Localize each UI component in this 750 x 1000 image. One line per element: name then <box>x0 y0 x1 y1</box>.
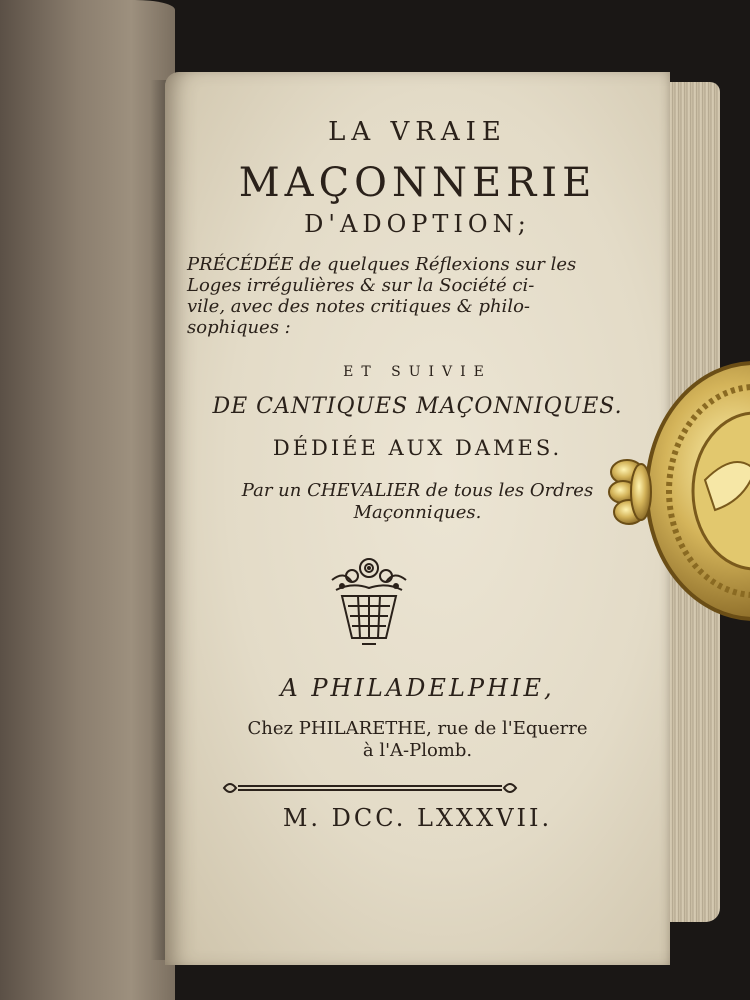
suivie-line: ET SUIVIE <box>343 364 492 380</box>
title-line-1: LA VRAIE <box>328 117 507 147</box>
title-line-2: MAÇONNERIE <box>238 160 597 206</box>
cantiques-line: DE CANTIQUES MAÇONNIQUES. <box>212 394 623 419</box>
author-line-1: Par un CHEVALIER de tous les Ordres <box>241 480 594 501</box>
city-line: A PHILADELPHIE, <box>280 674 555 702</box>
publisher-line-2: à l'A-Plomb. <box>362 740 473 761</box>
author-line-2: Maçonniques. <box>353 502 482 523</box>
ornamental-rule <box>220 780 520 796</box>
description-line-3: vile, avec des notes critiques & philo- <box>187 296 530 317</box>
imprint-year: M. DCC. LXXXVII. <box>282 804 553 832</box>
description-line-1: PRÉCÉDÉE de quelques Réflexions sur les <box>187 254 577 275</box>
left-page <box>0 0 175 1000</box>
title-line-3: D'ADOPTION; <box>304 210 531 238</box>
title-page <box>165 72 670 965</box>
description-line-2: Loges irrégulières & sur la Société ci- <box>187 275 535 296</box>
publisher-line-1: Chez PHILARETHE, rue de l'Equerre <box>247 718 588 739</box>
flower-basket-vignette <box>322 552 416 648</box>
gilt-medallion-bookmark <box>605 360 750 622</box>
description-line-4: sophiques : <box>187 317 291 338</box>
dedication-line: DÉDIÉE AUX DAMES. <box>272 436 563 460</box>
